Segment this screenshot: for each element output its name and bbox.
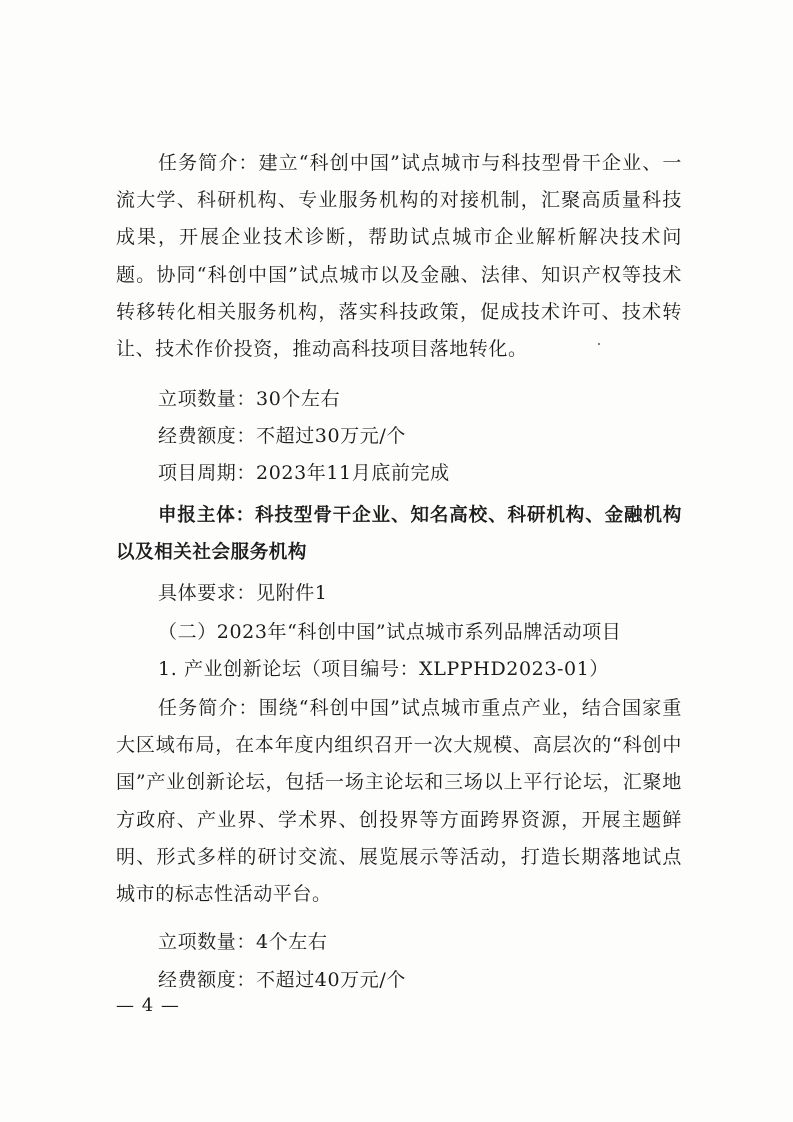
section1-funding: 经费额度：不超过30万元/个	[158, 425, 406, 447]
page-number: — 4 —	[116, 995, 180, 1016]
section1-applicant: 申报主体：科技型骨干企业、知名高校、科研机构、金融机构以及相关社会服务机构	[116, 505, 682, 564]
section2-task-intro: 任务简介：围绕“科创中国”试点城市重点产业，结合国家重大区域布局，在本年度内组织召开一次大规模、高层次的“科创中国”产业创新论坛，包括一场主论坛和三场以上平行论坛，汇聚地方政府、产业界、学术界、创投界等方面跨界资源，开展主题鲜明、形式多样的研讨交流、展览展示等活动，打造长期落地试点城市的标志性活动平台。	[116, 697, 682, 906]
section2-heading: （二）2023年“科创中国”试点城市系列品牌活动项目	[158, 621, 622, 643]
section1-task-intro: 任务简介：建立“科创中国”试点城市与科技型骨干企业、一流大学、科研机构、专业服务机构的对接机制，汇聚高质量科技成果，开展企业技术诊断，帮助试点城市企业解析解决技术问题。协同“科创中国”试点城市以及金融、法律、知识产权等技术转移转化相关服务机构，落实科技政策，促成技术许可、技术转让、技术作价投资，推动高科技项目落地转化。	[116, 152, 682, 361]
scan-speck	[598, 343, 600, 345]
section1-requirements: 具体要求：见附件1	[158, 582, 328, 604]
section2-funding: 经费额度：不超过40万元/个	[158, 969, 406, 991]
section1-period: 项目周期：2023年11月底前完成	[158, 462, 450, 484]
section2-project-count: 立项数量：4个左右	[158, 931, 328, 953]
section1-project-count: 立项数量：30个左右	[158, 388, 341, 410]
section2-item1-title: 1. 产业创新论坛（项目编号：XLPPHD2023-01）	[158, 658, 610, 680]
